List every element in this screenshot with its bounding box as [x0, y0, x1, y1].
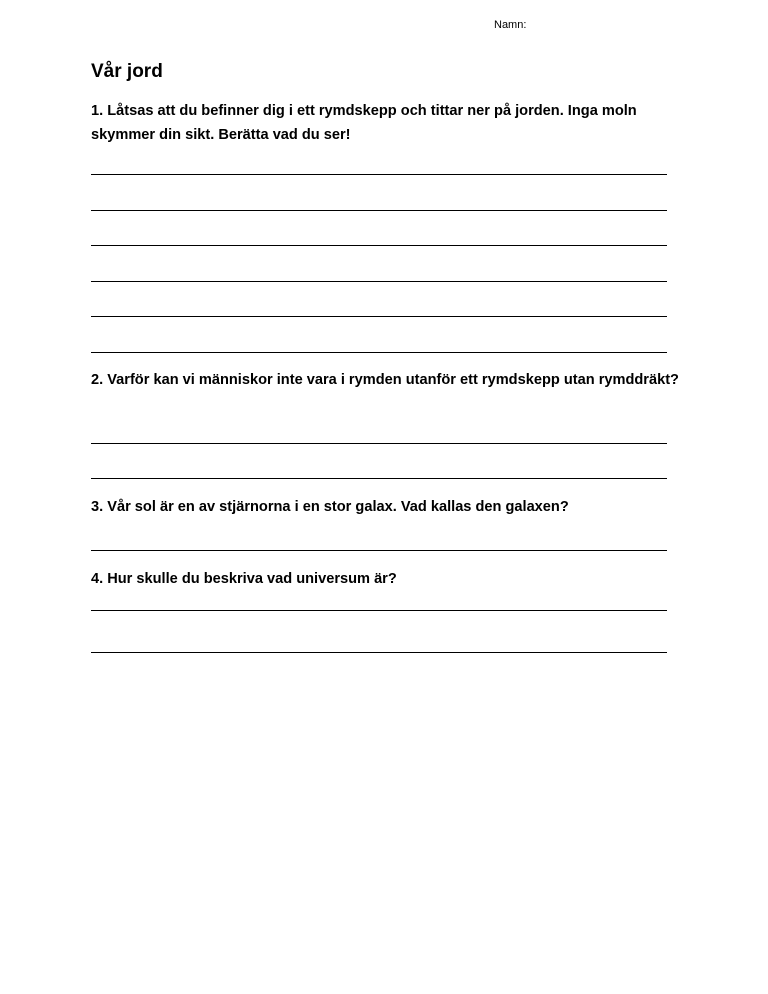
answer-line-q1-1[interactable] [91, 174, 667, 175]
answer-line-q1-4[interactable] [91, 281, 667, 282]
question-1: 1. Låtsas att du befinner dig i ett rymdskepp och tittar ner på jorden. Inga moln skymmer din sikt. Berätta vad du ser! [91, 103, 637, 143]
question-4: 4. Hur skulle du beskriva vad universum är? [91, 571, 397, 587]
answer-line-q1-3[interactable] [91, 245, 667, 246]
answer-line-q1-6[interactable] [91, 352, 667, 353]
answer-line-q3-1[interactable] [91, 550, 667, 551]
question-2: 2. Varför kan vi människor inte vara i rymden utanför ett rymdskepp utan rymddräkt? [91, 372, 679, 388]
answer-line-q2-1[interactable] [91, 443, 667, 444]
answer-line-q4-1[interactable] [91, 610, 667, 611]
answer-line-q1-5[interactable] [91, 316, 667, 317]
answer-line-q2-2[interactable] [91, 478, 667, 479]
answer-line-q4-2[interactable] [91, 652, 667, 653]
question-3: 3. Vår sol är en av stjärnorna i en stor galax. Vad kallas den galaxen? [91, 499, 569, 515]
page-title: Vår jord [91, 61, 163, 82]
name-label: Namn: [494, 19, 527, 31]
answer-line-q1-2[interactable] [91, 210, 667, 211]
